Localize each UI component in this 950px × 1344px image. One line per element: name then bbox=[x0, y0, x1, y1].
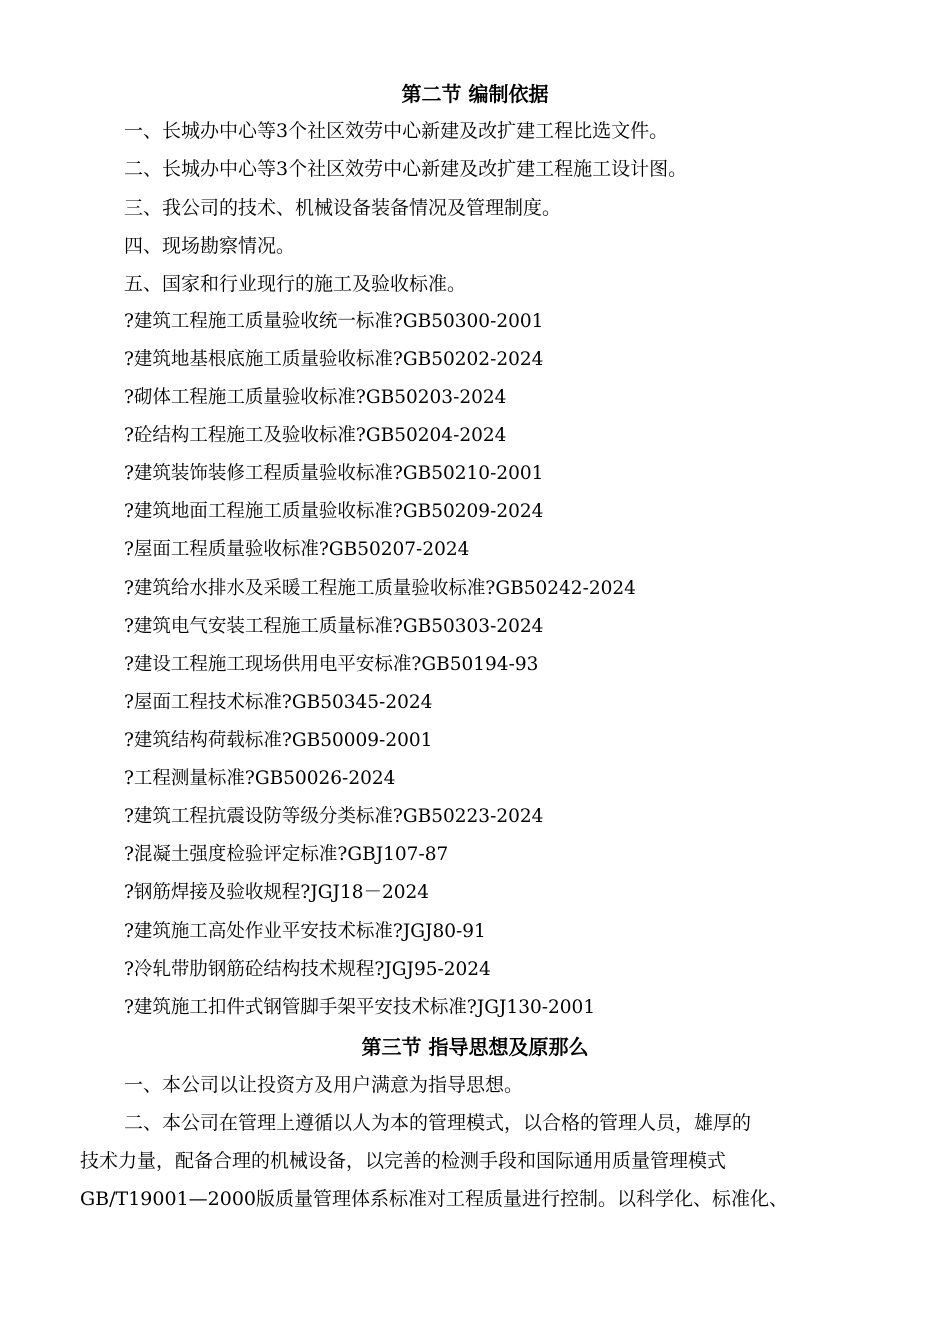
standard-item: ?建筑工程施工质量验收统一标准?GB50300-2001 bbox=[124, 311, 544, 332]
standard-item: ?屋面工程质量验收标准?GB50207-2024 bbox=[124, 539, 470, 560]
standard-item: ?冷轧带肋钢筋砼结构技术规程?JGJ95-2024 bbox=[124, 959, 491, 980]
standard-item: ?建筑施工扣件式钢管脚手架平安技术标准?JGJ130-2001 bbox=[124, 997, 596, 1018]
standard-item: ?建筑装饰装修工程质量验收标准?GB50210-2001 bbox=[124, 463, 544, 484]
standard-item: ?屋面工程技术标准?GB50345-2024 bbox=[124, 692, 433, 713]
standard-item: ?建筑施工高处作业平安技术标准?JGJ80-91 bbox=[124, 921, 486, 942]
standard-item: ?建筑电气安装工程施工质量标准?GB50303-2024 bbox=[124, 616, 544, 637]
standard-item: ?建筑地基根底施工质量验收标准?GB50202-2024 bbox=[124, 349, 544, 370]
standard-item: ?建筑给水排水及采暖工程施工质量验收标准?GB50242-2024 bbox=[124, 578, 636, 599]
standard-item: ?钢筋焊接及验收规程?JGJ18－2024 bbox=[124, 882, 430, 903]
section-heading-basis: 第二节 编制依据 bbox=[401, 82, 549, 106]
standard-item: ?建筑结构荷载标准?GB50009-2001 bbox=[124, 730, 433, 751]
principle-paragraph-2-line-3: GB/T19001—2000版质量管理体系标准对工程质量进行控制。以科学化、标准化、 bbox=[80, 1188, 789, 1210]
standard-item: ?建筑工程抗震设防等级分类标准?GB50223-2024 bbox=[124, 806, 544, 827]
principle-paragraph-2-line-2: 技术力量，配备合理的机械设备，以完善的检测手段和国际通用质量管理模式 bbox=[80, 1150, 727, 1172]
standard-item: ?砼结构工程施工及验收标准?GB50204-2024 bbox=[124, 425, 507, 446]
basis-item-4: 四、现场勘察情况。 bbox=[124, 235, 296, 257]
section-heading-principles: 第三节 指导思想及原那么 bbox=[361, 1035, 589, 1059]
basis-item-3: 三、我公司的技术、机械设备装备情况及管理制度。 bbox=[124, 197, 562, 219]
principle-paragraph-2-line-1: 二、本公司在管理上遵循以人为本的管理模式，以合格的管理人员，雄厚的 bbox=[124, 1112, 752, 1134]
standard-item: ?建筑地面工程施工质量验收标准?GB50209-2024 bbox=[124, 501, 544, 522]
principle-paragraph-1: 一、本公司以让投资方及用户满意为指导思想。 bbox=[124, 1074, 524, 1096]
basis-item-5: 五、国家和行业现行的施工及验收标准。 bbox=[124, 273, 467, 295]
standard-item: ?砌体工程施工质量验收标准?GB50203-2024 bbox=[124, 387, 507, 408]
standard-item: ?建设工程施工现场供用电平安标准?GB50194-93 bbox=[124, 654, 539, 675]
standard-item: ?混凝土强度检验评定标准?GBJ107-87 bbox=[124, 844, 449, 865]
basis-item-2: 二、长城办中心等3个社区效劳中心新建及改扩建工程施工设计图。 bbox=[124, 158, 688, 180]
basis-item-1: 一、长城办中心等3个社区效劳中心新建及改扩建工程比选文件。 bbox=[124, 120, 669, 142]
standard-item: ?工程测量标准?GB50026-2024 bbox=[124, 768, 396, 789]
